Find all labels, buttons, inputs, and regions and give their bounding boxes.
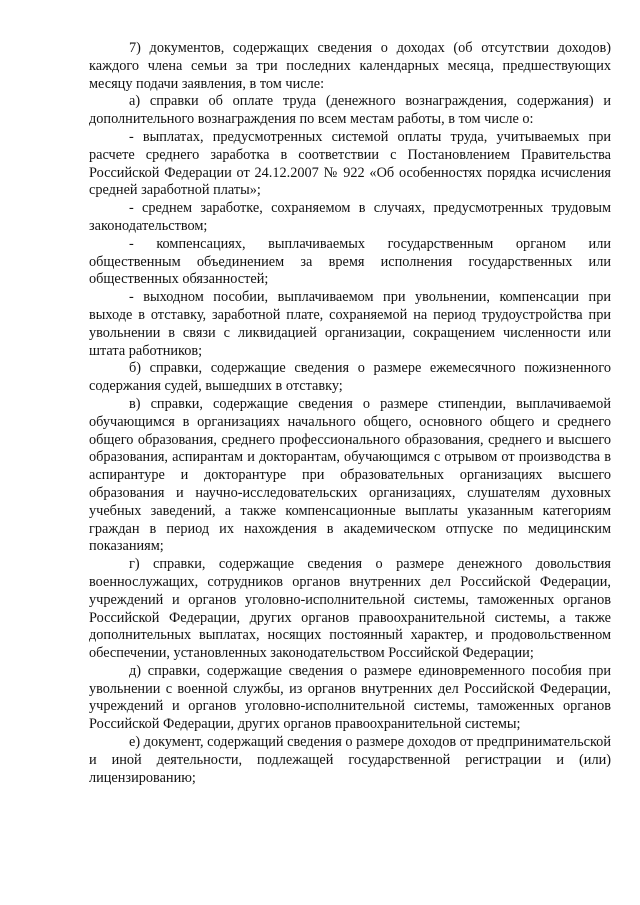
paragraph-dash-severance: - выходном пособии, выплачиваемом при увольнении, компенсации при выходе в отставку, заработной плате, сохраняемой на период трудоустройства при увольнении в связи с ликвидацией организации, сокращением численности или штата работников; <box>89 289 611 359</box>
paragraph-dash-compensations: - компенсациях, выплачиваемых государственным органом или общественным объединением за время исполнения государственных или общественных обязанностей; <box>89 235 611 288</box>
paragraph-subitem-g: г) справки, содержащие сведения о размере денежного довольствия военнослужащих, сотрудников органов внутренних дел Российской Федерации, учреждений и органов уголовно-исполнительной системы, таможенных органов Российской Федерации, других органов правоохранительной системы, а также дополнительных выплатах, носящих постоянный характер, и продовольственном обеспечении, установленных законодательством Российской Федерации; <box>89 556 611 662</box>
paragraph-subitem-b: б) справки, содержащие сведения о размере ежемесячного пожизненного содержания судей, вышедших в отставку; <box>89 360 611 395</box>
document-page <box>89 40 611 787</box>
paragraph-item-7: 7) документов, содержащих сведения о доходах (об отсутствии доходов) каждого члена семьи за три последних календарных месяца, предшествующих месяцу подачи заявления, в том числе: <box>89 40 611 92</box>
paragraph-subitem-v: в) справки, содержащие сведения о размере стипендии, выплачиваемой обучающимся в организациях начального общего, основного общего и среднего общего образования, среднего профессионального образования, среднего и высшего образования, аспирантам и докторантам, обучающимся с отрывом от производства в аспирантуре и докторантуре при образовательных организациях высшего образования и научно-исследовательских организациях, слушателям духовных учебных заведений, а также компенсационные выплаты указанным категориям граждан в период их нахождения в академическом отпуске по медицинским показаниям; <box>89 395 611 555</box>
paragraph-dash-payments: - выплатах, предусмотренных системой оплаты труда, учитываемых при расчете среднего заработка в соответствии с Постановлением Правительства Российской Федерации от 24.12.2007 № 922 «Об особенностях порядка исчисления средней заработной платы»; <box>89 128 611 199</box>
paragraph-subitem-e: е) документ, содержащий сведения о размере доходов от предпринимательской и иной деятельности, подлежащей государственной регистрации и (или) лицензированию; <box>89 734 611 786</box>
paragraph-subitem-d: д) справки, содержащие сведения о размере единовременного пособия при увольнении с военной службы, из органов внутренних дел Российской Федерации, учреждений и органов уголовно-исполнительной системы, таможенных органов Российской Федерации, других органов правоохранительной системы; <box>89 662 611 733</box>
paragraph-dash-average-earnings: - среднем заработке, сохраняемом в случаях, предусмотренных трудовым законодательством; <box>89 200 611 234</box>
paragraph-subitem-a: а) справки об оплате труда (денежного вознаграждения, содержания) и дополнительного вознаграждения по всем местам работы, в том числе о: <box>89 93 611 128</box>
